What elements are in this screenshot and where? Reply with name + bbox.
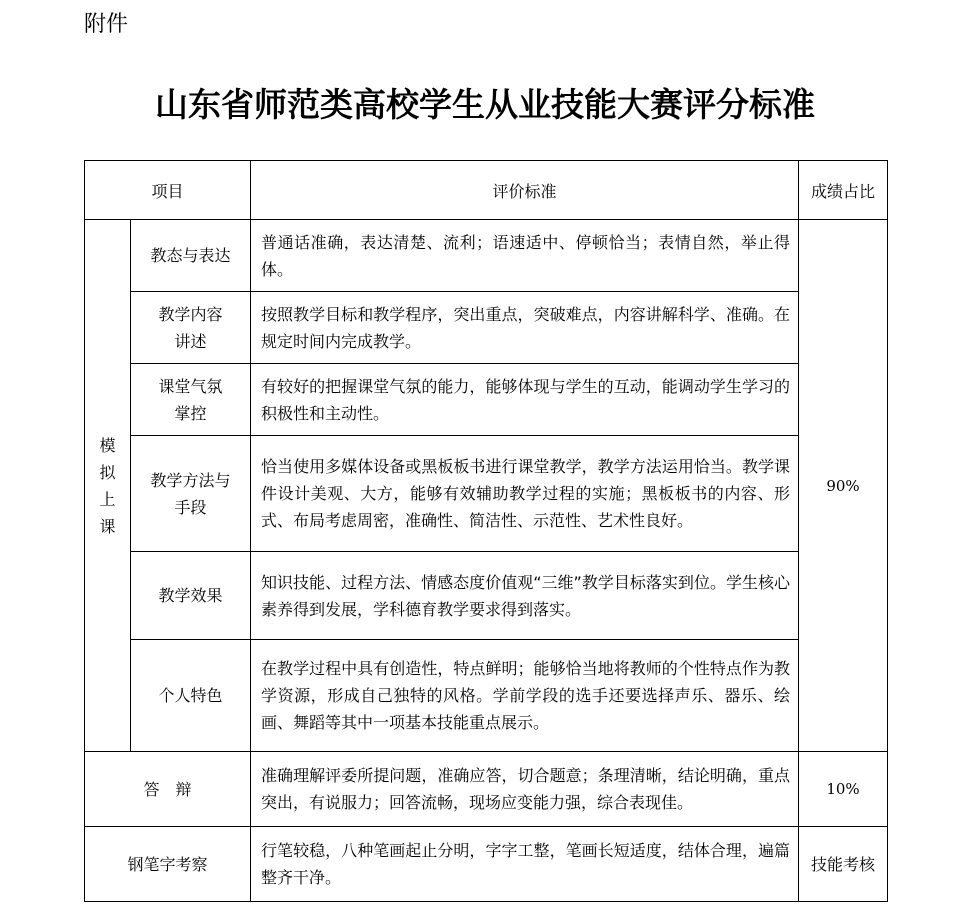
item-criteria: 知识技能、过程方法、情感态度价值观“三维”教学目标落实到位。学生核心素养得到发展，学科德育教学要求得到落实。 [251,552,799,640]
scoring-table [84,160,888,902]
item-criteria: 按照教学目标和教学程序，突出重点，突破难点，内容讲解科学、准确。在规定时间内完成教学。 [251,292,799,364]
item-criteria: 有较好的把握课堂气氛的能力，能够体现与学生的互动，能调动学生学习的积极性和主动性。 [251,364,799,436]
table-row [85,220,888,292]
table-row [85,752,888,827]
item-criteria: 普通话准确，表达清楚、流利；语速适中、停顿恰当；表情自然，举止得体。 [251,220,799,292]
document-title: 山东省师范类高校学生从业技能大赛评分标准 [155,85,815,124]
item-name: 教学效果 [131,552,251,640]
item-name: 教学方法与 手段 [131,436,251,552]
table-row [85,292,888,364]
table-row [85,640,888,752]
attachment-label: 附件 [84,12,129,37]
pen-name: 钢笔字考察 [85,827,251,902]
defense-criteria: 准确理解评委所提问题，准确应答，切合题意；条理清晰，结论明确，重点突出，有说服力；回答流畅，现场应变能力强，综合表现佳。 [251,752,799,827]
pen-weight: 技能考核 [799,827,888,902]
header-criteria: 评价标准 [251,161,799,220]
item-criteria: 在教学过程中具有创造性，特点鲜明；能够恰当地将教师的个性特点作为教学资源，形成自己独特的风格。学前学段的选手还要选择声乐、器乐、绘画、舞蹈等其中一项基本技能重点展示。 [251,640,799,752]
table-row [85,552,888,640]
table-row [85,436,888,552]
defense-weight: 10% [799,752,888,827]
item-name: 教学内容 讲述 [131,292,251,364]
item-name: 个人特色 [131,640,251,752]
defense-name: 答 辩 [85,752,251,827]
table-row [85,827,888,902]
header-item: 项目 [85,161,251,220]
pen-criteria: 行笔较稳，八种笔画起止分明，字字工整，笔画长短适度，结体合理，遍篇整齐干净。 [251,827,799,902]
item-name: 课堂气氛 掌控 [131,364,251,436]
item-criteria: 恰当使用多媒体设备或黑板板书进行课堂教学，教学方法运用恰当。教学课件设计美观、大方，能够有效辅助教学过程的实施；黑板板书的内容、形式、布局考虑周密，准确性、简洁性、示范性、艺术性良好。 [251,436,799,552]
table-header-row [85,161,888,220]
header-weight: 成绩占比 [799,161,888,220]
table-row [85,364,888,436]
group-weight: 90% [799,220,888,752]
group-label-mock-lesson: 模 拟 上 课 [85,220,131,752]
item-name: 教态与表达 [131,220,251,292]
